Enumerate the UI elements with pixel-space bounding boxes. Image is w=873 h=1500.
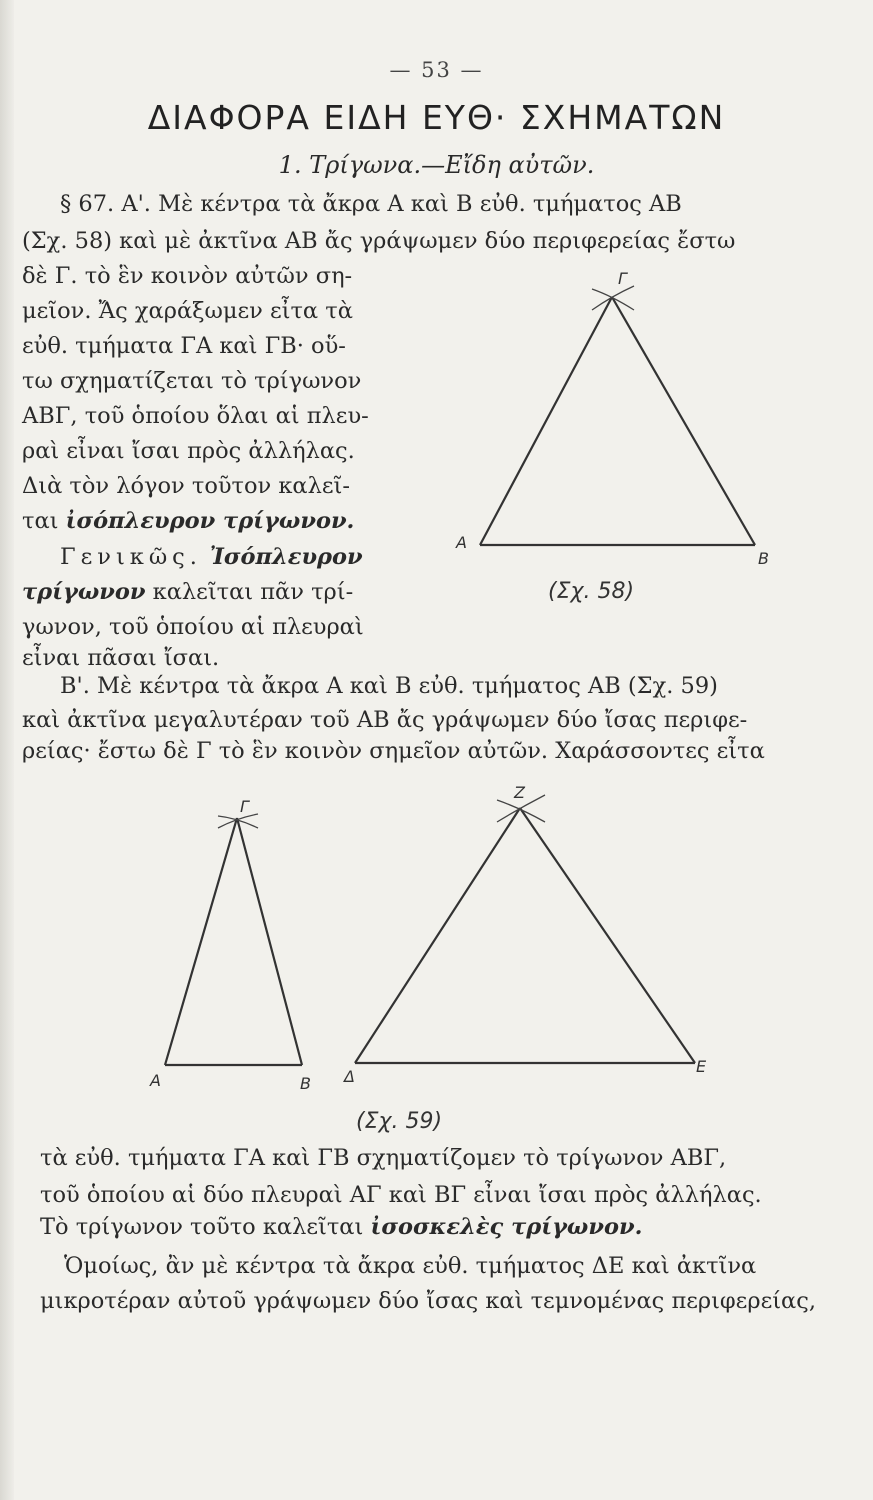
- text-line: ραὶ εἶναι ἴσαι πρὸς ἀλλήλας.: [22, 438, 355, 464]
- text-line: τω σχηματίζεται τὸ τρίγωνον: [22, 368, 362, 394]
- text-line: τοῦ ὁποίου αἱ δύο πλευραὶ ΑΓ καὶ ΒΓ εἶναι ἴσαι πρὸς ἀλλήλας.: [40, 1182, 762, 1208]
- page-number: — 53 —: [389, 58, 484, 82]
- text-line: γωνον, τοῦ ὁποίου αἱ πλευραὶ: [22, 614, 364, 640]
- side-ga: [165, 818, 237, 1065]
- figure-caption: (Σχ. 59): [356, 1109, 443, 1134]
- label-right: Ε: [696, 1057, 707, 1076]
- text-run: Τὸ τρίγωνον τοῦτο καλεῖται: [40, 1214, 371, 1240]
- text-line: Διὰ τὸν λόγον τοῦτον καλεῖ-: [22, 473, 350, 499]
- text-line: ΑΒΓ, τοῦ ὁποίου ὅλαι αἱ πλευ-: [22, 403, 369, 429]
- term-equilateral: ἰσόπλευρον τρίγωνον.: [65, 508, 355, 534]
- text-line: [40, 1213, 642, 1241]
- text-run-spaced: Γενικῶς.: [60, 544, 202, 570]
- text-run: ται: [22, 508, 66, 534]
- text-line: Ὁμοίως, ἂν μὲ κέντρα τὰ ἄκρα εὐθ. τμήματος ΔΕ καὶ ἀκτῖνα: [64, 1253, 757, 1279]
- text-line: Β'. Μὲ κέντρα τὰ ἄκρα Α καὶ Β εὐθ. τμήματος ΑΒ (Σχ. 59): [60, 673, 718, 699]
- text-line: ρείας· ἔστω δὲ Γ τὸ ἓν κοινὸν σημεῖον αὐτῶν. Χαράσσοντες εἶτα: [22, 738, 765, 764]
- term-isosceles: ἰσοσκελὲς τρίγωνον.: [370, 1214, 643, 1240]
- label-left: Δ: [344, 1067, 355, 1086]
- section-title: 1. Τρίγωνα.—Εἴδη αὐτῶν.: [278, 151, 595, 179]
- label-apex: Ζ: [514, 783, 525, 802]
- term-equilateral: Ἰσόπλευρον: [201, 544, 363, 570]
- text-line: μικροτέραν αὐτοῦ γράψωμεν δύο ἴσας καὶ τεμνομένας περιφερείας,: [40, 1288, 816, 1314]
- text-line: εἶναι πᾶσαι ἴσαι.: [22, 645, 220, 671]
- text-line: καὶ ἀκτῖνα μεγαλυτέραν τοῦ ΑΒ ἄς γράψωμεν δύο ἴσας περιφε-: [22, 707, 748, 733]
- label-apex: Γ: [618, 269, 627, 288]
- chapter-title: ΔΙΑΦΟΡΑ ΕΙΔΗ ΕΥΘ· ΣΧΗΜΑΤΩΝ: [147, 98, 726, 137]
- text-run: καλεῖται πᾶν τρί-: [145, 579, 354, 605]
- triangle-isosceles-wide: [355, 808, 695, 1063]
- side-zd: [355, 808, 520, 1063]
- text-line: μεῖον. Ἄς χαράξωμεν εἶτα τὰ: [22, 298, 353, 324]
- label-right: Β: [758, 549, 769, 568]
- text-line: (Σχ. 58) καὶ μὲ ἀκτῖνα ΑΒ ἄς γράψωμεν δύο περιφερείας ἔστω: [22, 228, 736, 254]
- label-left: Α: [150, 1071, 161, 1090]
- text-line: εὐθ. τμήματα ΓΑ καὶ ΓΒ· οὕ-: [22, 333, 346, 359]
- figure-caption: (Σχ. 58): [548, 579, 635, 604]
- term-triangle: τρίγωνον: [22, 579, 146, 605]
- side-gb: [237, 818, 302, 1065]
- triangle-isosceles-tall: [165, 818, 302, 1065]
- text-line: τὰ εὐθ. τμήματα ΓΑ καὶ ΓΒ σχηματίζομεν τὸ τρίγωνον ΑΒΓ,: [40, 1145, 727, 1171]
- label-right: Β: [300, 1074, 311, 1093]
- side-ze: [520, 808, 695, 1063]
- label-apex: Γ: [240, 797, 249, 816]
- label-left: Α: [456, 533, 467, 552]
- text-line: δὲ Γ. τὸ ἓν κοινὸν αὐτῶν ση-: [22, 263, 353, 289]
- text-line: § 67. Α'. Μὲ κέντρα τὰ ἄκρα Α καὶ Β εὐθ. τμήματος ΑΒ: [60, 191, 682, 217]
